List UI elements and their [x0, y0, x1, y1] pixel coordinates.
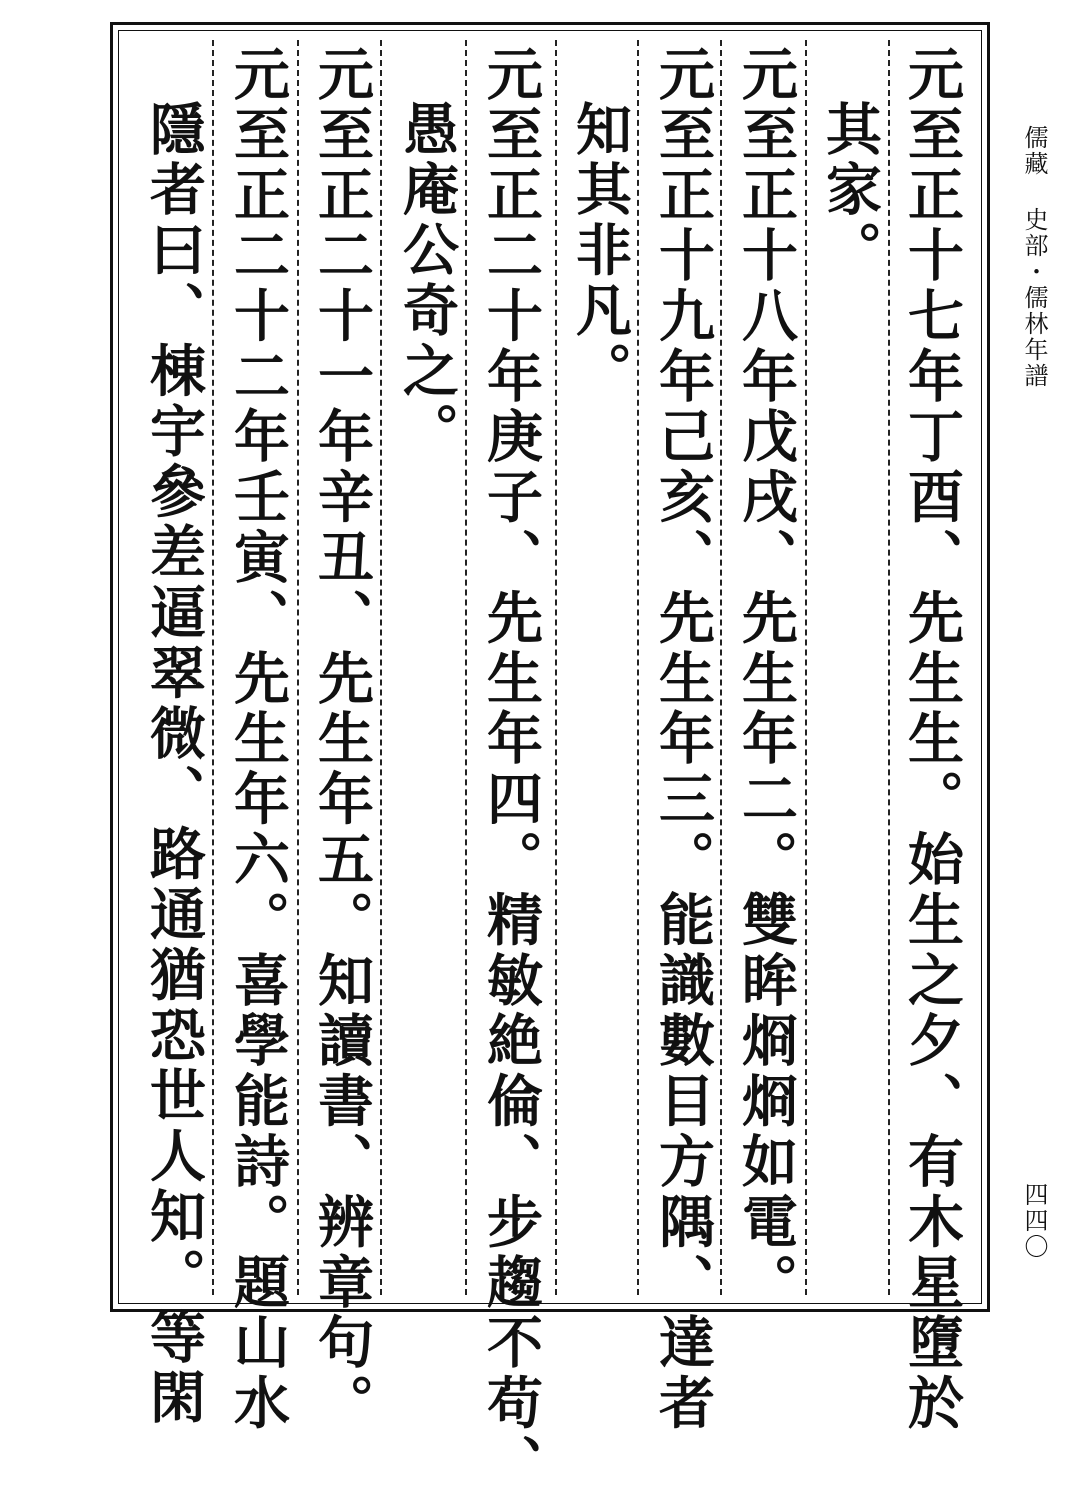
page-number: 四四〇 — [1020, 1182, 1048, 1260]
column-rule — [465, 40, 467, 1295]
text-column: 其家。 — [817, 100, 883, 282]
text-column: 元至正十九年己亥、先生年三。能識數目方隅、達者 — [650, 45, 716, 1435]
column-rule — [380, 40, 382, 1295]
text-column: 元至正二十年庚子、先生年四。精敏絶倫、步趨不苟、 — [478, 45, 544, 1495]
column-rule — [805, 40, 807, 1295]
text-column: 元至正二十二年壬寅、先生年六。喜學能詩。題山水 — [225, 45, 291, 1435]
running-head-section: 史部・儒林年譜 — [1020, 207, 1048, 389]
column-rule — [212, 40, 214, 1295]
text-column: 元至正二十一年辛丑、先生年五。知讀書、辨章句。 — [309, 45, 375, 1435]
column-rule — [888, 40, 890, 1295]
running-head — [1022, 125, 1046, 389]
text-column: 元至正十七年丁酉、先生生。始生之夕、有木星墮於 — [899, 45, 965, 1435]
text-column: 隱者曰、棟宇參差逼翠微、路通猶恐世人知。等閑 — [141, 100, 207, 1429]
text-column: 愚庵公奇之。 — [394, 100, 460, 463]
column-rule — [637, 40, 639, 1295]
column-rule — [720, 40, 722, 1295]
running-head-title: 儒藏 — [1020, 125, 1048, 177]
text-column: 知其非凡。 — [567, 100, 633, 402]
column-rule — [297, 40, 299, 1295]
column-rule — [555, 40, 557, 1295]
text-column: 元至正十八年戊戌、先生年二。雙眸烱烱如電。 — [733, 45, 799, 1314]
